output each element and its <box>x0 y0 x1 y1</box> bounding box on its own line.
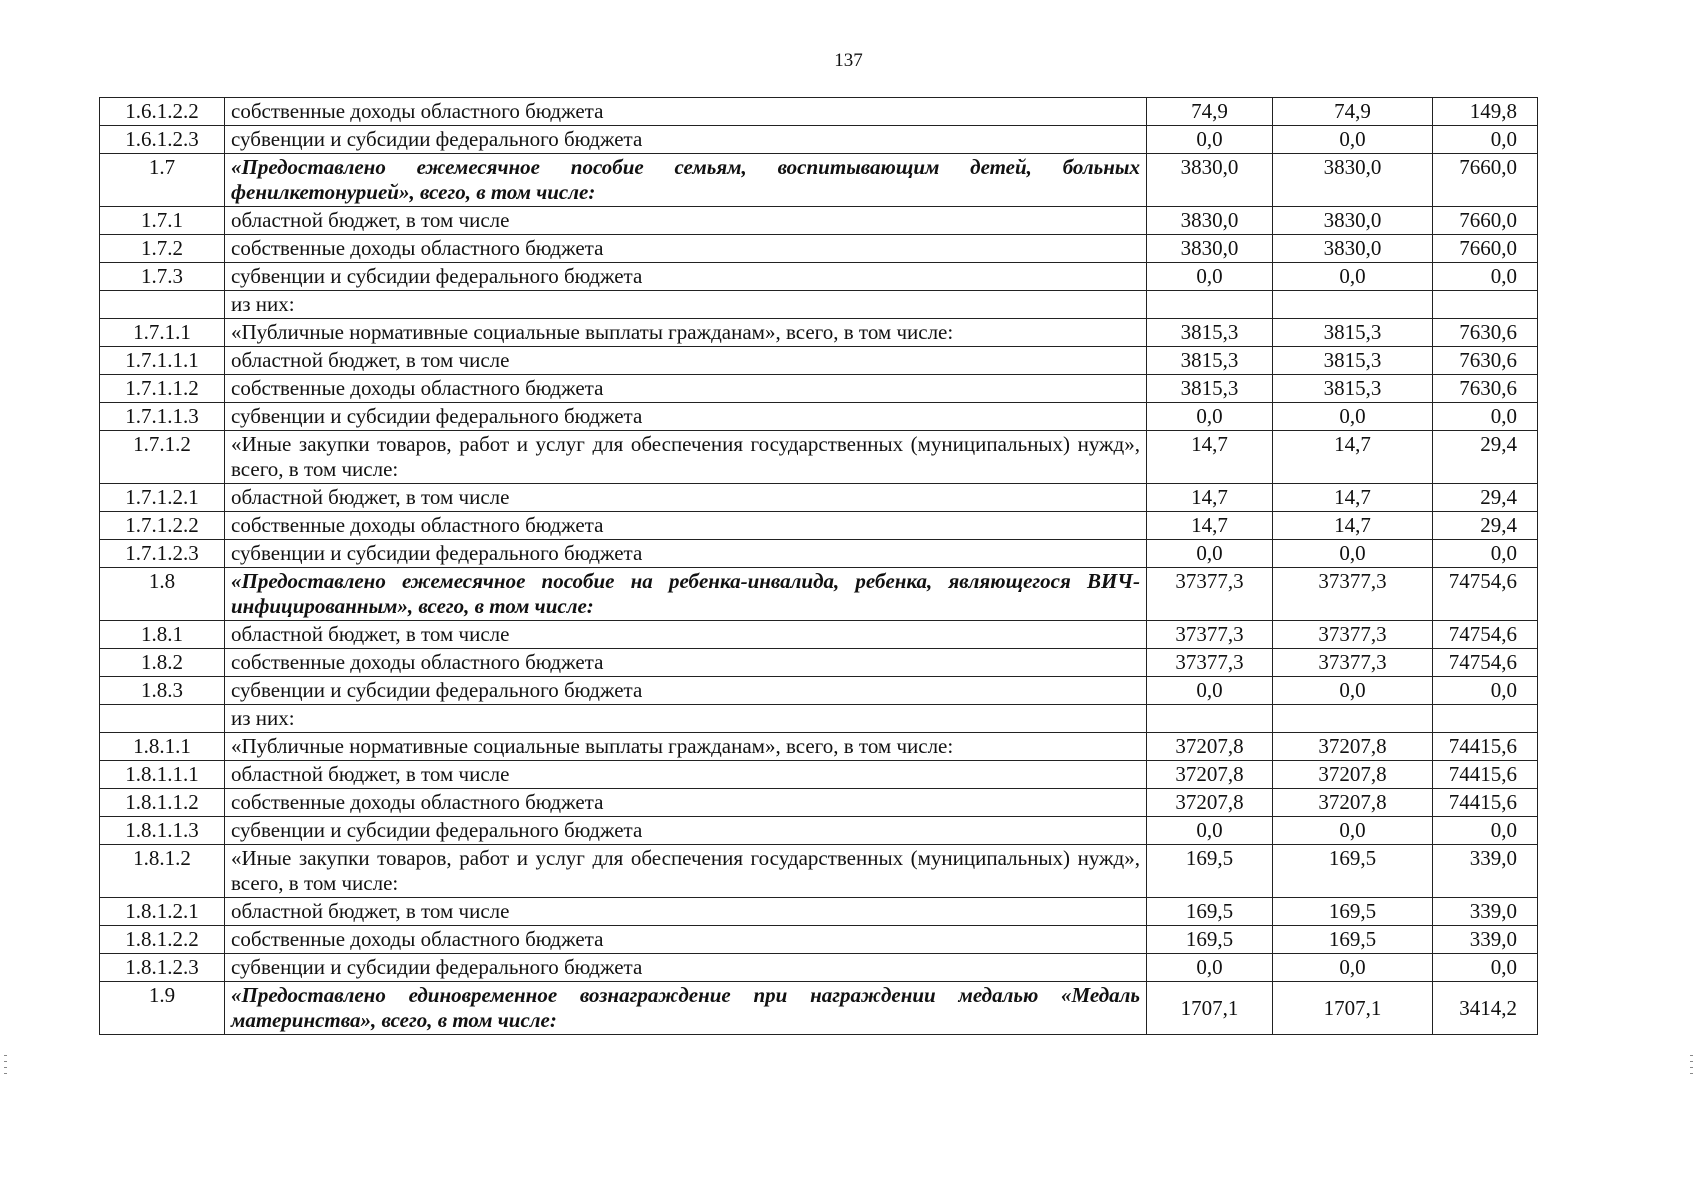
row-value-total: 0,0 <box>1433 677 1538 705</box>
page-number: 137 <box>834 50 863 71</box>
row-description: субвенции и субсидии федерального бюджета <box>225 677 1147 705</box>
row-value-total: 0,0 <box>1433 126 1538 154</box>
row-value-total: 29,4 <box>1433 512 1538 540</box>
row-value-1: 169,5 <box>1147 898 1273 926</box>
row-code: 1.7.1.2.3 <box>100 540 225 568</box>
row-code: 1.7.1.1.1 <box>100 347 225 375</box>
table-row <box>100 375 1538 403</box>
row-value-1: 74,9 <box>1147 98 1273 126</box>
row-description: «Иные закупки товаров, работ и услуг для обеспечения государственных (муниципальных) нужд», всего, в том числе: <box>225 845 1147 898</box>
row-value-total: 7660,0 <box>1433 207 1538 235</box>
row-value-2: 3815,3 <box>1273 375 1433 403</box>
right-edge-marks <box>1690 1055 1693 1079</box>
row-code: 1.8.1.2 <box>100 845 225 898</box>
row-value-2: 0,0 <box>1273 263 1433 291</box>
row-value-total: 74415,6 <box>1433 789 1538 817</box>
table-row <box>100 512 1538 540</box>
row-code: 1.8 <box>100 568 225 621</box>
row-value-2: 1707,1 <box>1273 982 1433 1035</box>
row-code: 1.9 <box>100 982 225 1035</box>
row-value-total: 339,0 <box>1433 845 1538 898</box>
row-value-1: 14,7 <box>1147 484 1273 512</box>
table-row <box>100 540 1538 568</box>
table-row <box>100 926 1538 954</box>
row-value-2: 0,0 <box>1273 677 1433 705</box>
row-description: «Публичные нормативные социальные выплаты гражданам», всего, в том числе: <box>225 319 1147 347</box>
row-code: 1.8.1.1 <box>100 733 225 761</box>
row-description: субвенции и субсидии федерального бюджета <box>225 817 1147 845</box>
row-value-1 <box>1147 291 1273 319</box>
row-value-total: 149,8 <box>1433 98 1538 126</box>
row-description: собственные доходы областного бюджета <box>225 235 1147 263</box>
table-row <box>100 817 1538 845</box>
row-value-1: 169,5 <box>1147 926 1273 954</box>
row-value-1: 0,0 <box>1147 126 1273 154</box>
table-row <box>100 431 1538 484</box>
row-code: 1.8.3 <box>100 677 225 705</box>
row-value-total: 0,0 <box>1433 954 1538 982</box>
row-value-1: 0,0 <box>1147 403 1273 431</box>
row-description: из них: <box>225 291 1147 319</box>
row-value-2: 14,7 <box>1273 431 1433 484</box>
row-value-total: 3414,2 <box>1433 982 1538 1035</box>
row-code: 1.6.1.2.2 <box>100 98 225 126</box>
row-value-total: 0,0 <box>1433 403 1538 431</box>
row-value-2: 169,5 <box>1273 898 1433 926</box>
row-value-1: 37207,8 <box>1147 789 1273 817</box>
row-description: субвенции и субсидии федерального бюджета <box>225 954 1147 982</box>
row-value-2: 3830,0 <box>1273 207 1433 235</box>
row-value-1: 0,0 <box>1147 540 1273 568</box>
table-row <box>100 154 1538 207</box>
table-row <box>100 403 1538 431</box>
row-value-2: 3815,3 <box>1273 319 1433 347</box>
row-value-1: 3830,0 <box>1147 207 1273 235</box>
row-value-1: 1707,1 <box>1147 982 1273 1035</box>
row-description: «Предоставлено ежемесячное пособие на ребенка-инвалида, ребенка, являющегося ВИЧ-инфицированным», всего, в том числе: <box>225 568 1147 621</box>
row-value-2: 14,7 <box>1273 484 1433 512</box>
row-value-1: 0,0 <box>1147 954 1273 982</box>
row-code: 1.7.1.1.3 <box>100 403 225 431</box>
row-code: 1.7 <box>100 154 225 207</box>
table-row <box>100 898 1538 926</box>
row-value-total: 339,0 <box>1433 926 1538 954</box>
row-value-2: 37377,3 <box>1273 649 1433 677</box>
table-row <box>100 235 1538 263</box>
row-code: 1.8.1.2.3 <box>100 954 225 982</box>
row-value-total: 7630,6 <box>1433 347 1538 375</box>
row-code: 1.8.2 <box>100 649 225 677</box>
row-value-2: 0,0 <box>1273 954 1433 982</box>
row-value-1: 3815,3 <box>1147 375 1273 403</box>
row-value-1: 37207,8 <box>1147 761 1273 789</box>
row-description: областной бюджет, в том числе <box>225 484 1147 512</box>
table-row <box>100 291 1538 319</box>
table-row <box>100 98 1538 126</box>
row-code: 1.8.1.2.2 <box>100 926 225 954</box>
row-code: 1.7.1.1 <box>100 319 225 347</box>
row-description: «Предоставлено единовременное вознаграждение при награждении медалью «Медаль материнства», всего, в том числе: <box>225 982 1147 1035</box>
row-value-total: 74754,6 <box>1433 621 1538 649</box>
table-row <box>100 484 1538 512</box>
row-code <box>100 291 225 319</box>
row-value-2: 37377,3 <box>1273 621 1433 649</box>
row-value-1: 37207,8 <box>1147 733 1273 761</box>
row-code: 1.8.1 <box>100 621 225 649</box>
row-description: собственные доходы областного бюджета <box>225 375 1147 403</box>
table-row <box>100 207 1538 235</box>
row-value-2: 74,9 <box>1273 98 1433 126</box>
row-value-2 <box>1273 291 1433 319</box>
row-code: 1.7.3 <box>100 263 225 291</box>
table-row <box>100 761 1538 789</box>
row-value-2: 169,5 <box>1273 845 1433 898</box>
row-description: областной бюджет, в том числе <box>225 207 1147 235</box>
row-value-total <box>1433 705 1538 733</box>
row-value-1: 3815,3 <box>1147 347 1273 375</box>
row-description: собственные доходы областного бюджета <box>225 926 1147 954</box>
row-description: собственные доходы областного бюджета <box>225 789 1147 817</box>
row-code: 1.8.1.1.1 <box>100 761 225 789</box>
row-value-total: 339,0 <box>1433 898 1538 926</box>
row-value-1: 3815,3 <box>1147 319 1273 347</box>
budget-table-body <box>100 98 1538 1035</box>
row-value-total: 0,0 <box>1433 540 1538 568</box>
row-value-1: 0,0 <box>1147 263 1273 291</box>
row-value-total: 7660,0 <box>1433 235 1538 263</box>
row-code: 1.7.1.2.2 <box>100 512 225 540</box>
row-value-1: 0,0 <box>1147 677 1273 705</box>
row-value-total: 7630,6 <box>1433 319 1538 347</box>
row-value-2: 37207,8 <box>1273 789 1433 817</box>
row-value-1: 3830,0 <box>1147 154 1273 207</box>
table-row <box>100 733 1538 761</box>
row-description: «Иные закупки товаров, работ и услуг для обеспечения государственных (муниципальных) нужд», всего, в том числе: <box>225 431 1147 484</box>
row-code: 1.7.1.2.1 <box>100 484 225 512</box>
table-row <box>100 347 1538 375</box>
budget-table <box>99 97 1538 1035</box>
row-value-2: 3830,0 <box>1273 154 1433 207</box>
row-description: областной бюджет, в том числе <box>225 898 1147 926</box>
row-code: 1.7.1.2 <box>100 431 225 484</box>
row-value-1: 0,0 <box>1147 817 1273 845</box>
row-value-2 <box>1273 705 1433 733</box>
row-value-1: 14,7 <box>1147 431 1273 484</box>
row-description: субвенции и субсидии федерального бюджета <box>225 403 1147 431</box>
row-code: 1.7.1.1.2 <box>100 375 225 403</box>
row-value-2: 0,0 <box>1273 540 1433 568</box>
row-description: «Предоставлено ежемесячное пособие семьям, воспитывающим детей, больных фенилкетонурией», всего, в том числе: <box>225 154 1147 207</box>
row-value-1: 37377,3 <box>1147 649 1273 677</box>
table-row <box>100 954 1538 982</box>
table-row <box>100 319 1538 347</box>
row-value-1: 3830,0 <box>1147 235 1273 263</box>
table-row <box>100 126 1538 154</box>
row-code: 1.6.1.2.3 <box>100 126 225 154</box>
row-description: собственные доходы областного бюджета <box>225 512 1147 540</box>
row-value-2: 37377,3 <box>1273 568 1433 621</box>
row-value-2: 3815,3 <box>1273 347 1433 375</box>
left-edge-marks <box>4 1055 7 1079</box>
row-code: 1.7.2 <box>100 235 225 263</box>
row-description: собственные доходы областного бюджета <box>225 649 1147 677</box>
row-description: субвенции и субсидии федерального бюджета <box>225 540 1147 568</box>
row-value-2: 0,0 <box>1273 403 1433 431</box>
row-value-total: 74415,6 <box>1433 733 1538 761</box>
row-value-1 <box>1147 705 1273 733</box>
row-value-1: 37377,3 <box>1147 621 1273 649</box>
row-value-total: 0,0 <box>1433 817 1538 845</box>
row-description: областной бюджет, в том числе <box>225 347 1147 375</box>
table-row <box>100 705 1538 733</box>
row-code: 1.8.1.1.2 <box>100 789 225 817</box>
row-code: 1.7.1 <box>100 207 225 235</box>
row-code <box>100 705 225 733</box>
row-value-2: 3830,0 <box>1273 235 1433 263</box>
row-description: «Публичные нормативные социальные выплаты гражданам», всего, в том числе: <box>225 733 1147 761</box>
table-row <box>100 789 1538 817</box>
table-row <box>100 621 1538 649</box>
table-row <box>100 677 1538 705</box>
row-code: 1.8.1.1.3 <box>100 817 225 845</box>
row-value-total <box>1433 291 1538 319</box>
table-row <box>100 649 1538 677</box>
row-value-2: 0,0 <box>1273 126 1433 154</box>
row-value-total: 7660,0 <box>1433 154 1538 207</box>
row-value-total: 7630,6 <box>1433 375 1538 403</box>
row-description: собственные доходы областного бюджета <box>225 98 1147 126</box>
row-description: областной бюджет, в том числе <box>225 761 1147 789</box>
row-value-2: 37207,8 <box>1273 733 1433 761</box>
row-value-2: 37207,8 <box>1273 761 1433 789</box>
table-row <box>100 845 1538 898</box>
row-value-1: 14,7 <box>1147 512 1273 540</box>
row-value-2: 14,7 <box>1273 512 1433 540</box>
row-code: 1.8.1.2.1 <box>100 898 225 926</box>
row-value-2: 169,5 <box>1273 926 1433 954</box>
table-row <box>100 982 1538 1035</box>
row-description: из них: <box>225 705 1147 733</box>
row-description: областной бюджет, в том числе <box>225 621 1147 649</box>
row-description: субвенции и субсидии федерального бюджета <box>225 263 1147 291</box>
row-value-2: 0,0 <box>1273 817 1433 845</box>
row-value-total: 0,0 <box>1433 263 1538 291</box>
table-row <box>100 263 1538 291</box>
row-value-total: 29,4 <box>1433 431 1538 484</box>
row-value-total: 74754,6 <box>1433 649 1538 677</box>
row-value-total: 74754,6 <box>1433 568 1538 621</box>
row-value-total: 74415,6 <box>1433 761 1538 789</box>
table-row <box>100 568 1538 621</box>
row-description: субвенции и субсидии федерального бюджета <box>225 126 1147 154</box>
row-value-total: 29,4 <box>1433 484 1538 512</box>
row-value-1: 37377,3 <box>1147 568 1273 621</box>
row-value-1: 169,5 <box>1147 845 1273 898</box>
